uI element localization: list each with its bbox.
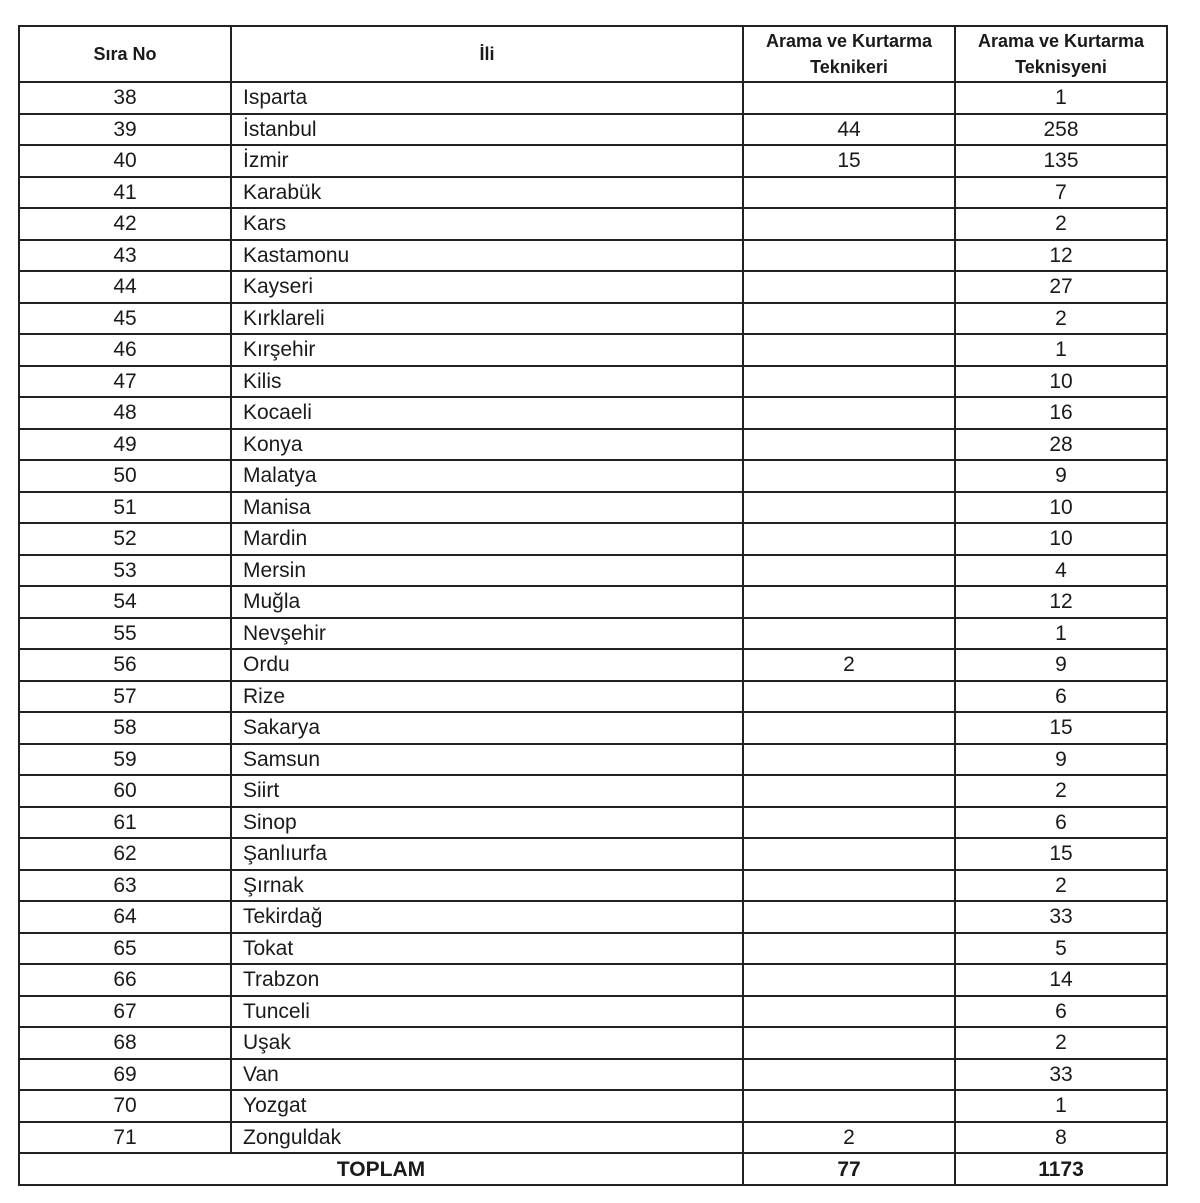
cell-sira-no: 65 bbox=[19, 933, 231, 965]
table-row bbox=[19, 145, 1167, 177]
header-teknikeri: Arama ve Kurtarma Teknikeri bbox=[743, 26, 955, 82]
table-row bbox=[19, 744, 1167, 776]
cell-teknikeri bbox=[743, 429, 955, 461]
cell-teknisyeni: 10 bbox=[955, 492, 1167, 524]
cell-sira-no: 56 bbox=[19, 649, 231, 681]
cell-sira-no: 69 bbox=[19, 1059, 231, 1091]
cell-il: Van bbox=[231, 1059, 743, 1091]
header-row bbox=[19, 26, 1167, 82]
cell-sira-no: 58 bbox=[19, 712, 231, 744]
header-teknisyeni: Arama ve Kurtarma Teknisyeni bbox=[955, 26, 1167, 82]
cell-il: Nevşehir bbox=[231, 618, 743, 650]
cell-teknisyeni: 9 bbox=[955, 744, 1167, 776]
cell-il: Karabük bbox=[231, 177, 743, 209]
table-row bbox=[19, 775, 1167, 807]
table-row bbox=[19, 303, 1167, 335]
cell-sira-no: 50 bbox=[19, 460, 231, 492]
cell-sira-no: 60 bbox=[19, 775, 231, 807]
cell-teknikeri bbox=[743, 712, 955, 744]
cell-teknikeri bbox=[743, 618, 955, 650]
table-row bbox=[19, 523, 1167, 555]
table-row bbox=[19, 586, 1167, 618]
table-row bbox=[19, 271, 1167, 303]
table-row bbox=[19, 964, 1167, 996]
cell-teknikeri bbox=[743, 177, 955, 209]
cell-sira-no: 53 bbox=[19, 555, 231, 587]
cell-teknisyeni: 4 bbox=[955, 555, 1167, 587]
cell-teknikeri bbox=[743, 82, 955, 114]
cell-il: Yozgat bbox=[231, 1090, 743, 1122]
table-row bbox=[19, 807, 1167, 839]
total-row bbox=[19, 1153, 1167, 1185]
cell-teknisyeni: 1 bbox=[955, 334, 1167, 366]
cell-teknisyeni: 14 bbox=[955, 964, 1167, 996]
cell-teknikeri bbox=[743, 555, 955, 587]
cell-sira-no: 38 bbox=[19, 82, 231, 114]
cell-teknisyeni: 12 bbox=[955, 586, 1167, 618]
header-ili: İli bbox=[231, 26, 743, 82]
total-label: TOPLAM bbox=[19, 1153, 743, 1185]
cell-sira-no: 43 bbox=[19, 240, 231, 272]
cell-teknisyeni: 6 bbox=[955, 681, 1167, 713]
cell-teknikeri bbox=[743, 744, 955, 776]
table-row bbox=[19, 996, 1167, 1028]
cell-teknisyeni: 2 bbox=[955, 208, 1167, 240]
cell-teknisyeni: 1 bbox=[955, 1090, 1167, 1122]
cell-teknikeri bbox=[743, 1059, 955, 1091]
cell-teknisyeni: 27 bbox=[955, 271, 1167, 303]
cell-sira-no: 40 bbox=[19, 145, 231, 177]
cell-teknisyeni: 12 bbox=[955, 240, 1167, 272]
cell-il: Kayseri bbox=[231, 271, 743, 303]
cell-il: Şırnak bbox=[231, 870, 743, 902]
table-row bbox=[19, 838, 1167, 870]
cell-il: Ordu bbox=[231, 649, 743, 681]
table-row bbox=[19, 492, 1167, 524]
table-row bbox=[19, 334, 1167, 366]
cell-teknisyeni: 2 bbox=[955, 303, 1167, 335]
cell-teknisyeni: 5 bbox=[955, 933, 1167, 965]
table-row bbox=[19, 1090, 1167, 1122]
personnel-table bbox=[18, 25, 1168, 1186]
cell-il: Kars bbox=[231, 208, 743, 240]
table-row bbox=[19, 397, 1167, 429]
cell-teknikeri bbox=[743, 1090, 955, 1122]
cell-teknikeri bbox=[743, 397, 955, 429]
table-row bbox=[19, 240, 1167, 272]
cell-sira-no: 42 bbox=[19, 208, 231, 240]
table-row bbox=[19, 555, 1167, 587]
cell-sira-no: 57 bbox=[19, 681, 231, 713]
cell-sira-no: 54 bbox=[19, 586, 231, 618]
cell-sira-no: 51 bbox=[19, 492, 231, 524]
cell-il: Tekirdağ bbox=[231, 901, 743, 933]
cell-sira-no: 44 bbox=[19, 271, 231, 303]
cell-teknikeri: 2 bbox=[743, 649, 955, 681]
cell-teknikeri: 15 bbox=[743, 145, 955, 177]
cell-il: Zonguldak bbox=[231, 1122, 743, 1154]
cell-sira-no: 63 bbox=[19, 870, 231, 902]
cell-teknisyeni: 16 bbox=[955, 397, 1167, 429]
table-row bbox=[19, 681, 1167, 713]
cell-teknisyeni: 15 bbox=[955, 712, 1167, 744]
cell-sira-no: 52 bbox=[19, 523, 231, 555]
table-row bbox=[19, 460, 1167, 492]
cell-teknisyeni: 7 bbox=[955, 177, 1167, 209]
cell-sira-no: 46 bbox=[19, 334, 231, 366]
cell-teknikeri bbox=[743, 901, 955, 933]
cell-teknikeri bbox=[743, 208, 955, 240]
header-sira-no: Sıra No bbox=[19, 26, 231, 82]
table-row bbox=[19, 1027, 1167, 1059]
cell-teknikeri bbox=[743, 870, 955, 902]
table-row bbox=[19, 618, 1167, 650]
cell-teknisyeni: 9 bbox=[955, 460, 1167, 492]
cell-il: Mersin bbox=[231, 555, 743, 587]
cell-teknisyeni: 15 bbox=[955, 838, 1167, 870]
table-row bbox=[19, 208, 1167, 240]
cell-il: Siirt bbox=[231, 775, 743, 807]
table-row bbox=[19, 870, 1167, 902]
table-row bbox=[19, 114, 1167, 146]
cell-il: Mardin bbox=[231, 523, 743, 555]
cell-teknisyeni: 1 bbox=[955, 82, 1167, 114]
cell-teknisyeni: 9 bbox=[955, 649, 1167, 681]
cell-il: İzmir bbox=[231, 145, 743, 177]
cell-teknisyeni: 10 bbox=[955, 523, 1167, 555]
cell-sira-no: 64 bbox=[19, 901, 231, 933]
cell-teknikeri bbox=[743, 523, 955, 555]
table-row bbox=[19, 82, 1167, 114]
cell-sira-no: 67 bbox=[19, 996, 231, 1028]
cell-teknisyeni: 10 bbox=[955, 366, 1167, 398]
cell-teknisyeni: 28 bbox=[955, 429, 1167, 461]
cell-teknisyeni: 2 bbox=[955, 775, 1167, 807]
cell-teknikeri bbox=[743, 240, 955, 272]
cell-teknisyeni: 135 bbox=[955, 145, 1167, 177]
cell-il: Isparta bbox=[231, 82, 743, 114]
table-row bbox=[19, 177, 1167, 209]
cell-teknikeri bbox=[743, 366, 955, 398]
cell-il: Sakarya bbox=[231, 712, 743, 744]
table-row bbox=[19, 712, 1167, 744]
cell-teknisyeni: 6 bbox=[955, 996, 1167, 1028]
cell-teknikeri bbox=[743, 1027, 955, 1059]
cell-teknikeri bbox=[743, 964, 955, 996]
cell-sira-no: 66 bbox=[19, 964, 231, 996]
cell-teknikeri bbox=[743, 303, 955, 335]
cell-teknikeri bbox=[743, 996, 955, 1028]
cell-sira-no: 49 bbox=[19, 429, 231, 461]
cell-il: İstanbul bbox=[231, 114, 743, 146]
cell-sira-no: 47 bbox=[19, 366, 231, 398]
cell-sira-no: 61 bbox=[19, 807, 231, 839]
cell-sira-no: 68 bbox=[19, 1027, 231, 1059]
cell-il: Şanlıurfa bbox=[231, 838, 743, 870]
cell-teknikeri bbox=[743, 460, 955, 492]
cell-sira-no: 55 bbox=[19, 618, 231, 650]
cell-sira-no: 48 bbox=[19, 397, 231, 429]
total-teknikeri: 77 bbox=[743, 1153, 955, 1185]
cell-teknikeri bbox=[743, 681, 955, 713]
cell-il: Manisa bbox=[231, 492, 743, 524]
cell-teknisyeni: 258 bbox=[955, 114, 1167, 146]
cell-il: Kilis bbox=[231, 366, 743, 398]
cell-teknikeri bbox=[743, 492, 955, 524]
cell-teknikeri bbox=[743, 933, 955, 965]
total-teknisyeni: 1173 bbox=[955, 1153, 1167, 1185]
table-row bbox=[19, 366, 1167, 398]
cell-il: Sinop bbox=[231, 807, 743, 839]
table-row bbox=[19, 901, 1167, 933]
cell-teknikeri bbox=[743, 271, 955, 303]
cell-il: Kırşehir bbox=[231, 334, 743, 366]
cell-teknikeri: 2 bbox=[743, 1122, 955, 1154]
cell-teknisyeni: 2 bbox=[955, 870, 1167, 902]
cell-il: Kastamonu bbox=[231, 240, 743, 272]
table-body bbox=[19, 82, 1167, 1153]
cell-sira-no: 41 bbox=[19, 177, 231, 209]
cell-teknisyeni: 2 bbox=[955, 1027, 1167, 1059]
table-row bbox=[19, 933, 1167, 965]
cell-teknikeri bbox=[743, 334, 955, 366]
cell-teknikeri bbox=[743, 838, 955, 870]
cell-il: Konya bbox=[231, 429, 743, 461]
cell-sira-no: 59 bbox=[19, 744, 231, 776]
cell-sira-no: 62 bbox=[19, 838, 231, 870]
table-row bbox=[19, 1059, 1167, 1091]
cell-il: Tokat bbox=[231, 933, 743, 965]
table-row bbox=[19, 429, 1167, 461]
cell-il: Samsun bbox=[231, 744, 743, 776]
cell-teknisyeni: 6 bbox=[955, 807, 1167, 839]
cell-teknisyeni: 8 bbox=[955, 1122, 1167, 1154]
cell-sira-no: 39 bbox=[19, 114, 231, 146]
cell-teknisyeni: 33 bbox=[955, 1059, 1167, 1091]
cell-teknikeri bbox=[743, 807, 955, 839]
cell-sira-no: 70 bbox=[19, 1090, 231, 1122]
cell-il: Tunceli bbox=[231, 996, 743, 1028]
cell-teknisyeni: 33 bbox=[955, 901, 1167, 933]
cell-il: Kırklareli bbox=[231, 303, 743, 335]
cell-il: Malatya bbox=[231, 460, 743, 492]
cell-sira-no: 45 bbox=[19, 303, 231, 335]
cell-il: Muğla bbox=[231, 586, 743, 618]
table-row bbox=[19, 1122, 1167, 1154]
table-row bbox=[19, 649, 1167, 681]
cell-il: Trabzon bbox=[231, 964, 743, 996]
cell-sira-no: 71 bbox=[19, 1122, 231, 1154]
cell-teknikeri bbox=[743, 586, 955, 618]
cell-teknikeri bbox=[743, 775, 955, 807]
cell-teknisyeni: 1 bbox=[955, 618, 1167, 650]
cell-il: Rize bbox=[231, 681, 743, 713]
cell-il: Uşak bbox=[231, 1027, 743, 1059]
cell-teknikeri: 44 bbox=[743, 114, 955, 146]
cell-il: Kocaeli bbox=[231, 397, 743, 429]
